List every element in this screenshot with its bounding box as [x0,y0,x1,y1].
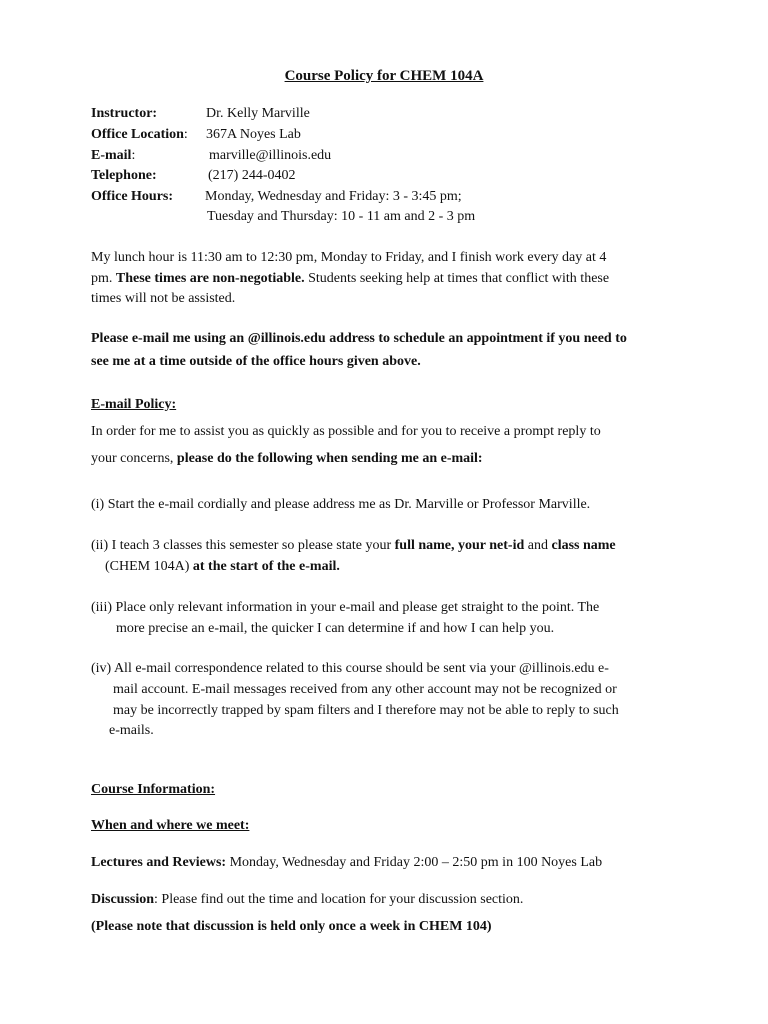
instructor-label: Instructor: [91,106,158,121]
email-label-text: E-mail [91,148,132,163]
email-policy-item-1: (i) Start the e-mail cordially and please address me as Dr. Marville or Professor Marville. [91,497,591,512]
email-policy-item-4-line3: may be incorrectly trapped by spam filters and I therefore may not be able to reply to such [113,703,619,718]
intro-line2-pre: your concerns, [91,451,177,466]
email-policy-heading: E-mail Policy: [91,397,177,412]
intro-line2-bold: please do the following when sending me an e-mail: [176,451,483,466]
office-location-label-text: Office Location [91,127,184,142]
lunch-line1: My lunch hour is 11:30 am to 12:30 pm, Monday to Friday, and I finish work every day at 4 [91,250,607,265]
lectures-line [91,853,602,873]
lectures-value: Monday, Wednesday and Friday 2:00 – 2:50 pm in 100 Noyes Lab [226,855,603,870]
item2-line2-pre: (CHEM 104A) [105,559,193,574]
lunch-line2-pre: pm. [91,271,116,286]
telephone-label: Telephone: [91,168,157,183]
email-policy-intro-line2 [91,449,483,469]
item2-line2-bold: at the start of the e-mail. [192,559,340,574]
lunch-line2-post: Students seeking help at times that conflict with these [304,271,610,286]
instructor-value: Dr. Kelly Marville [206,106,310,121]
lectures-label: Lectures and Reviews: [91,855,227,870]
lunch-line3: times will not be assisted. [91,291,236,306]
appointment-line2: see me at a time outside of the office hours given above. [91,354,421,369]
discussion-value: : Please find out the time and location for your discussion section. [154,892,524,907]
discussion-note: (Please note that discussion is held only once a week in CHEM 104) [91,919,492,934]
item2-mid: and [524,538,552,553]
office-location-value: 367A Noyes Lab [206,127,301,142]
email-policy-item-2 [91,536,616,556]
item2-pre: (ii) I teach 3 classes this semester so please state your [91,538,395,553]
office-hours-line2: Tuesday and Thursday: 10 - 11 am and 2 - 3 pm [207,209,476,224]
course-info-heading: Course Information: [91,782,216,797]
lunch-line2-bold: These times are non-negotiable. [115,271,305,286]
lunch-line2 [91,269,609,289]
appointment-line1: Please e-mail me using an @illinois.edu address to schedule an appointment if you need to [91,331,627,346]
office-location-colon: : [183,127,188,142]
item2-bold1: full name, your net-id [394,538,525,553]
email-policy-item-4: (iv) All e-mail correspondence related to this course should be sent via your @illinois.edu e- [91,661,609,676]
email-policy-item-2-line2 [105,557,340,577]
email-colon: : [131,148,136,163]
email-policy-item-4-line2: mail account. E-mail messages received from any other account may not be recognized or [113,682,617,697]
document-title: Course Policy for CHEM 104A [284,68,484,84]
office-hours-line1: Monday, Wednesday and Friday: 3 - 3:45 pm; [205,189,462,204]
office-hours-label: Office Hours: [91,189,174,204]
discussion-label: Discussion [91,892,155,907]
office-location-label [91,125,188,145]
telephone-value: (217) 244-0402 [208,168,296,183]
email-policy-item-4-line4: e-mails. [109,723,154,738]
email-policy-item-3: (iii) Place only relevant information in your e-mail and please get straight to the point. The [91,600,600,615]
when-where-heading: When and where we meet: [91,818,250,833]
email-value: marville@illinois.edu [209,148,332,163]
item2-bold2: class name [551,538,616,553]
email-policy-intro-line1: In order for me to assist you as quickly as possible and for you to receive a prompt reply to [91,424,601,439]
email-policy-item-3-line2: more precise an e-mail, the quicker I can determine if and how I can help you. [116,621,555,636]
email-label [91,146,135,166]
discussion-line [91,890,523,910]
